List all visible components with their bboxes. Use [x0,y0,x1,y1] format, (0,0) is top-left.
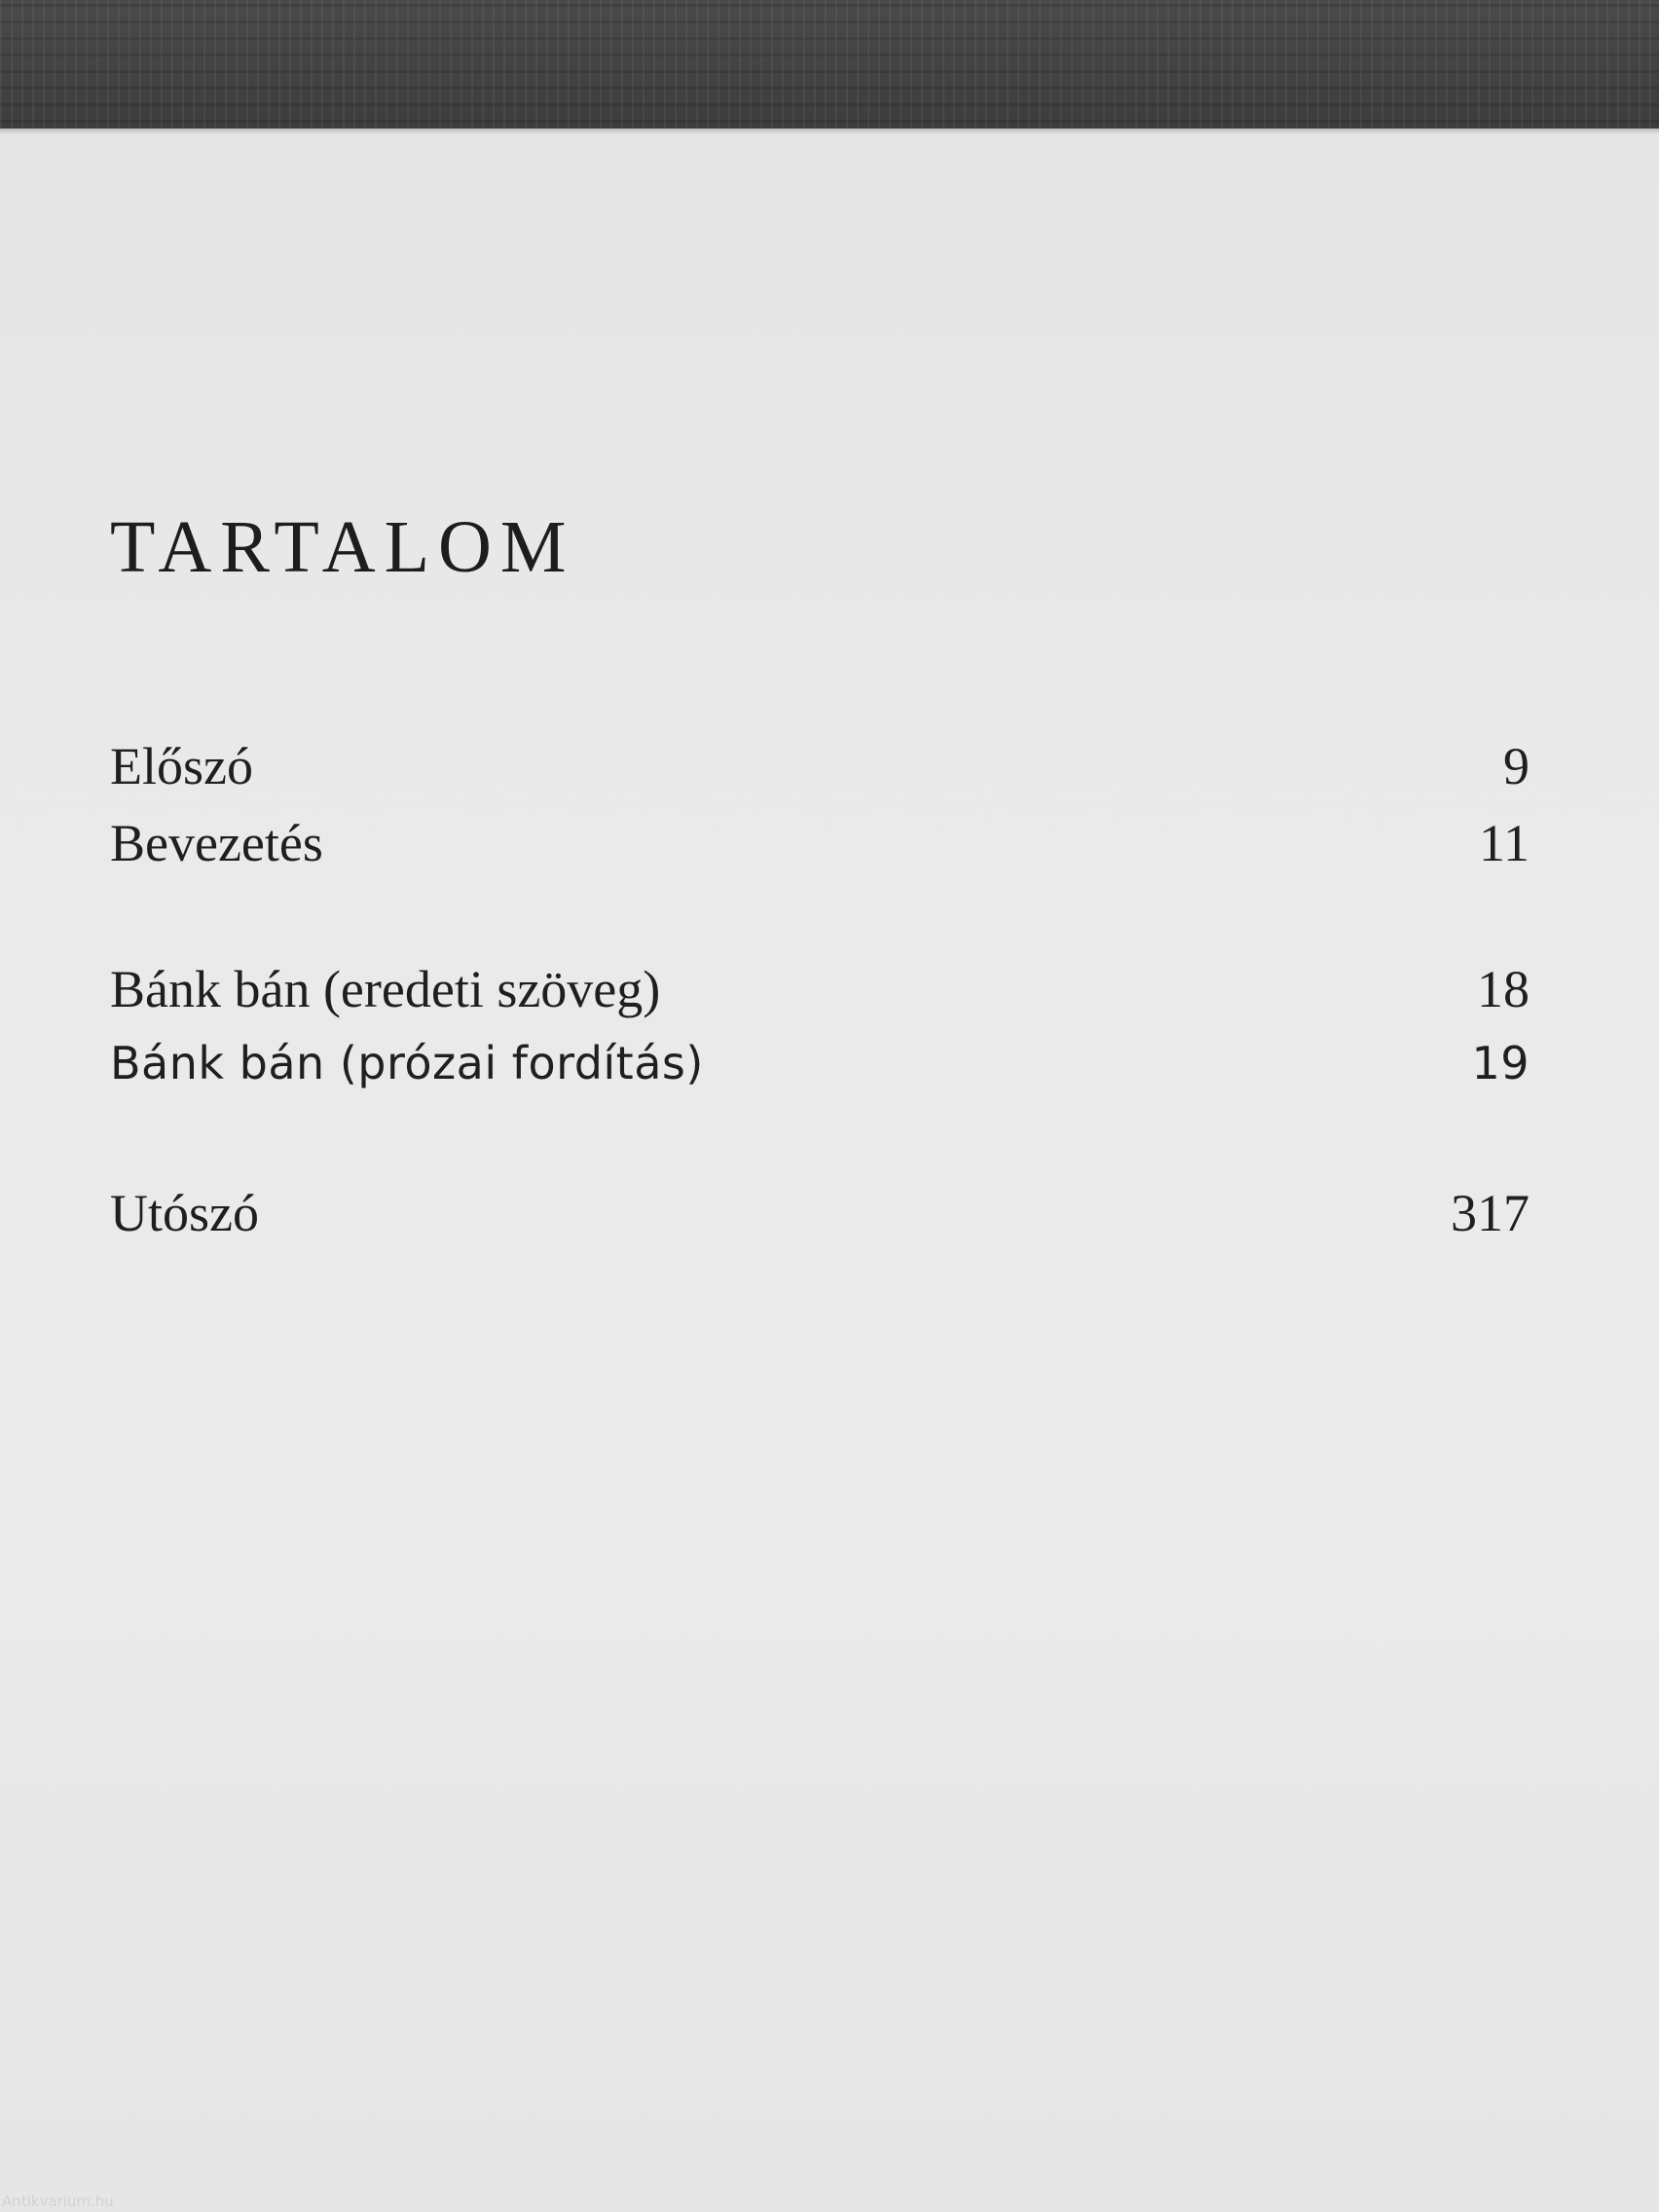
toc-entry-title: Bánk bán (eredeti szöveg) [110,960,661,1018]
toc-entry-page-number: 18 [1477,960,1530,1018]
contents-heading: TARTALOM [110,506,575,588]
toc-entry-page-number: 9 [1503,737,1530,795]
toc-entry-page-number: 19 [1471,1037,1530,1089]
toc-entry-page-number: 317 [1451,1184,1530,1242]
toc-entry-bevezetes [110,814,1530,895]
book-page [0,129,1659,2212]
toc-entry-prozai-forditas [110,1037,1530,1119]
watermark-text: Antikvarium.hu [2,2193,114,2210]
toc-entry-title: Bánk bán (prózai fordítás) [110,1037,704,1089]
toc-entry-title: Utószó [110,1184,259,1242]
toc-entry-eloszo [110,737,1530,818]
toc-entry-page-number: 11 [1479,814,1530,872]
toc-entry-eredeti-szoveg [110,960,1530,1041]
toc-entry-title: Bevezetés [110,814,323,872]
toc-entry-title: Előszó [110,737,253,795]
page-top-edge [0,129,1659,134]
toc-entry-utoszo [110,1184,1530,1265]
